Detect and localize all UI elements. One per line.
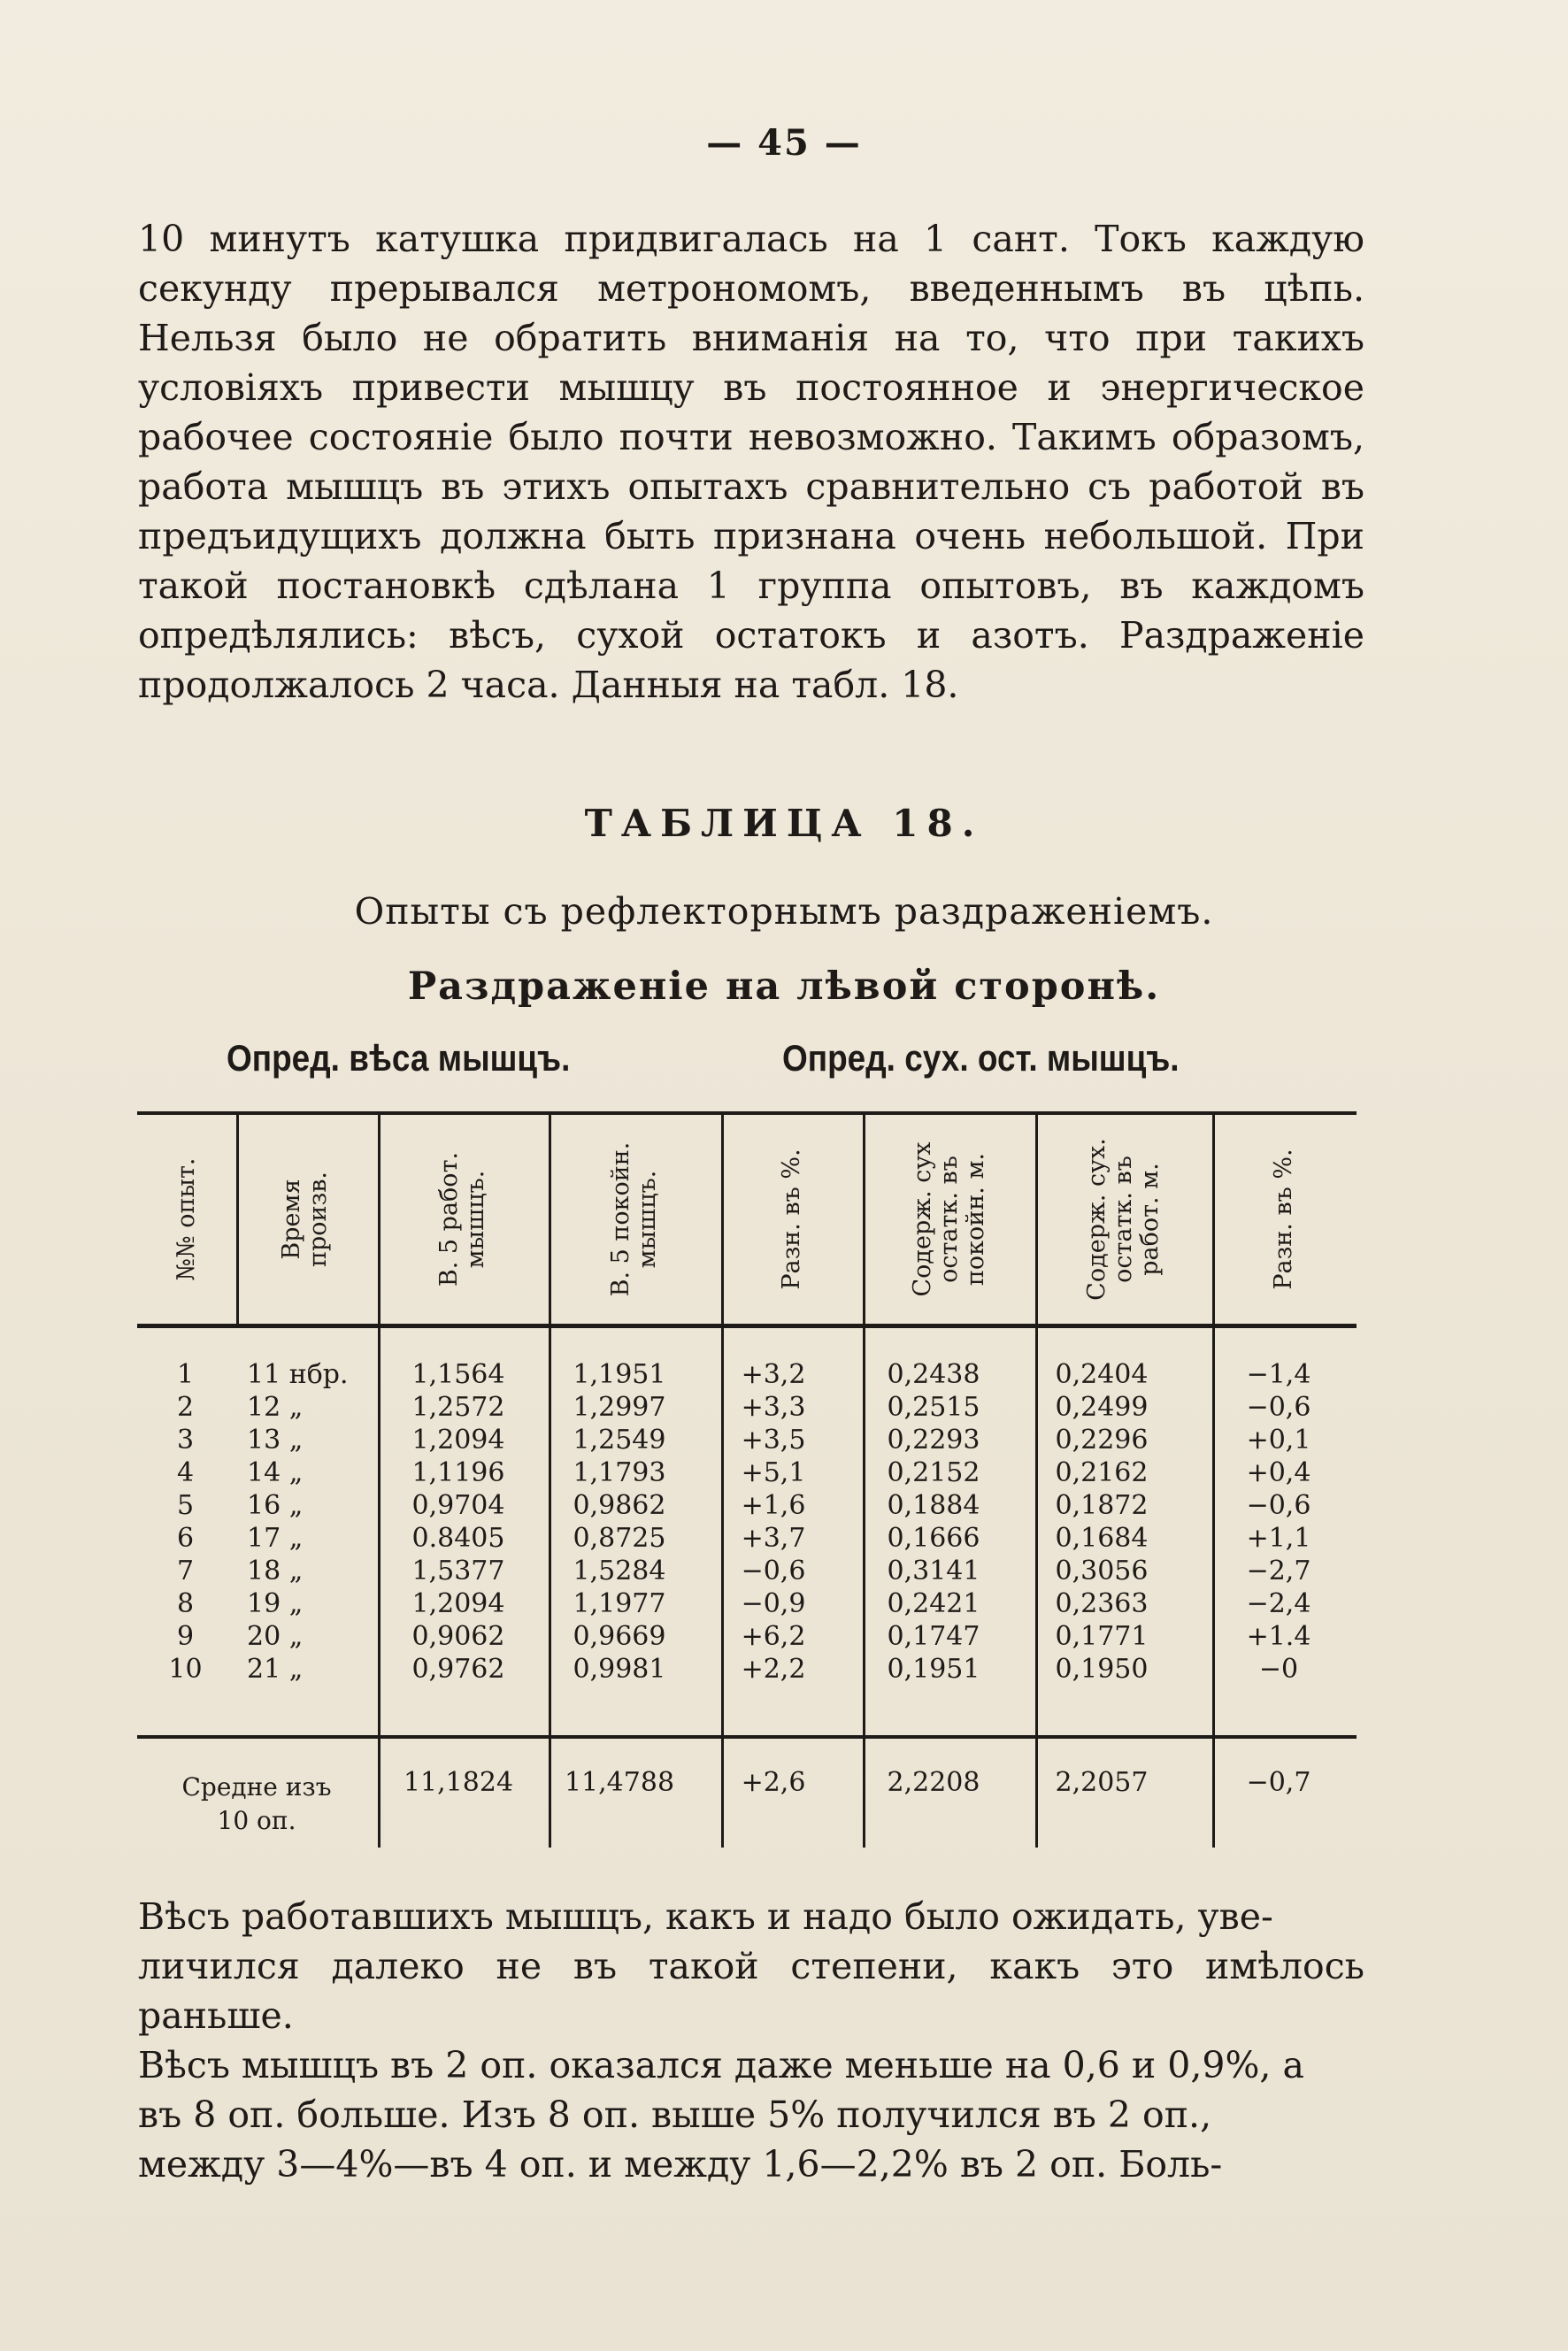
cell-diff2: +0,4	[1246, 1457, 1311, 1488]
cell-dry-resting: 0,2152	[887, 1457, 980, 1488]
column-header-time: Время произв.	[278, 1171, 332, 1268]
cell-dry-working: 0,2363	[1055, 1588, 1149, 1619]
cell-number: 2	[176, 1392, 195, 1423]
table-row	[137, 1523, 1357, 1556]
cell-weight-working: 1,2094	[411, 1425, 505, 1456]
cell-diff: +3,5	[741, 1425, 806, 1456]
cell-weight-working: 0,9762	[411, 1654, 505, 1685]
cell-diff2: −0,6	[1246, 1490, 1311, 1521]
cell-weight-working: 1,5377	[411, 1556, 505, 1587]
table-title: ТАБЛИЦА 18.	[584, 802, 984, 845]
column-header-number: №№ опыт.	[173, 1157, 200, 1281]
table-vrule	[236, 1115, 239, 1324]
cell-diff2: −0,6	[1246, 1392, 1311, 1423]
group-header-dry-residue: Опред. сух. ост. мышцъ.	[782, 1037, 1180, 1079]
cell-diff: +5,1	[741, 1457, 806, 1488]
average-dry-working: 2,2057	[1055, 1767, 1149, 1798]
cell-diff2: +0,1	[1246, 1425, 1311, 1456]
cell-date: 19 „	[247, 1588, 304, 1619]
table-sum-rule	[137, 1735, 1357, 1739]
table-header-rule	[137, 1324, 1357, 1328]
cell-diff2: −1,4	[1246, 1359, 1311, 1390]
cell-number: 1	[176, 1359, 195, 1390]
paragraph-line: личился далеко не въ такой степени, какъ это имѣлось раньше.	[138, 1945, 1364, 2037]
cell-diff: +3,3	[741, 1392, 806, 1423]
cell-dry-resting: 0,1666	[887, 1523, 980, 1554]
cell-weight-working: 1,1564	[411, 1359, 505, 1390]
cell-number: 8	[176, 1588, 195, 1619]
page-number: — 45 —	[706, 122, 862, 164]
cell-diff2: −2,4	[1246, 1588, 1311, 1619]
cell-dry-resting: 0,3141	[887, 1556, 980, 1587]
cell-diff: +1,6	[741, 1490, 806, 1521]
cell-diff: −0,6	[741, 1556, 806, 1587]
table-row	[137, 1588, 1357, 1621]
column-header-diff-percent: Разн. въ %.	[778, 1149, 805, 1290]
paragraph-line: въ 8 оп. больше. Изъ 8 оп. выше 5% получился въ 2 оп.,	[138, 2094, 1212, 2136]
cell-weight-resting: 0,9669	[573, 1621, 666, 1652]
average-label-line1: Средне изъ	[181, 1772, 332, 1802]
cell-date: 13 „	[247, 1425, 304, 1456]
cell-diff: +3,2	[741, 1359, 806, 1390]
table-row	[137, 1556, 1357, 1588]
paragraph-line: между 3—4%—въ 4 оп. и между 1,6—2,2% въ 2 оп. Боль-	[138, 2143, 1223, 2186]
average-weight-working: 11,1824	[403, 1767, 514, 1798]
column-header-diff2-percent: Разн. въ %.	[1270, 1149, 1297, 1290]
cell-number: 7	[176, 1556, 195, 1587]
cell-dry-working: 0,1684	[1055, 1523, 1149, 1554]
cell-weight-working: 0,9704	[411, 1490, 505, 1521]
table-side-caption: Раздраженіе на лѣвой сторонѣ.	[407, 964, 1161, 1009]
cell-dry-working: 0,2404	[1055, 1359, 1149, 1390]
cell-dry-resting: 0,1747	[887, 1621, 980, 1652]
cell-dry-working: 0,2499	[1055, 1392, 1149, 1423]
average-diff2: −0,7	[1246, 1767, 1311, 1798]
column-header-dry-resting: Содерж. сух остатк. въ покойн. м.	[909, 1141, 989, 1297]
cell-diff: +2,2	[741, 1654, 806, 1685]
group-header-weight: Опред. вѣса мышцъ.	[227, 1037, 571, 1079]
cell-weight-resting: 1,1793	[573, 1457, 666, 1488]
cell-dry-resting: 0,2293	[887, 1425, 980, 1456]
paragraph-top: 10 минутъ катушка придвигалась на 1 сант. Токъ каждую секунду прерывался метрономомъ, введеннымъ въ цѣпь. Нельзя было не обратить вниманія на то, что при такихъ условіяхъ привести мышцу въ постоянное и энергическое рабочее состояніе было почти невозможно. Такимъ образомъ, работа мышцъ въ этихъ опытахъ сравнительно съ работой въ предъидущихъ должна быть признана очень небольшой. При такой постановкѣ сдѣлана 1 группа опытовъ, въ каждомъ опредѣлялись: вѣсъ, сухой остатокъ и азотъ. Раздраженіе продолжалось 2 часа. Данныя на табл. 18.	[138, 218, 1364, 706]
cell-dry-working: 0,3056	[1055, 1556, 1149, 1587]
cell-weight-working: 0,9062	[411, 1621, 505, 1652]
cell-weight-resting: 0,9862	[573, 1490, 666, 1521]
table-top-rule	[137, 1111, 1357, 1115]
cell-date: 11 нбр.	[247, 1359, 349, 1390]
cell-diff2: +1,1	[1246, 1523, 1311, 1554]
column-header-weight-resting: В. 5 покойн. мышцъ.	[607, 1141, 661, 1297]
cell-weight-resting: 0,9981	[573, 1654, 666, 1685]
cell-date: 16 „	[247, 1490, 304, 1521]
cell-date: 17 „	[247, 1523, 304, 1554]
cell-dry-working: 0,1950	[1055, 1654, 1149, 1685]
cell-dry-working: 0,2162	[1055, 1457, 1149, 1488]
cell-dry-resting: 0,2438	[887, 1359, 980, 1390]
cell-diff2: −0	[1258, 1654, 1299, 1685]
cell-diff: +6,2	[741, 1621, 806, 1652]
cell-weight-resting: 1,2997	[573, 1392, 666, 1423]
table-row	[137, 1654, 1357, 1686]
cell-diff2: −2,7	[1246, 1556, 1311, 1587]
cell-number: 10	[168, 1654, 203, 1685]
cell-weight-resting: 0,8725	[573, 1523, 666, 1554]
paragraph-line: Вѣсъ работавшихъ мышцъ, какъ и надо было ожидать, уве-	[138, 1895, 1273, 1938]
cell-weight-working: 0.8405	[411, 1523, 505, 1554]
cell-dry-resting: 0,2515	[887, 1392, 980, 1423]
cell-weight-working: 1,1196	[411, 1457, 505, 1488]
table-row	[137, 1359, 1357, 1392]
table-row	[137, 1490, 1357, 1523]
data-table	[137, 1111, 1357, 1848]
table-row	[137, 1457, 1357, 1490]
cell-diff2: +1.4	[1246, 1621, 1311, 1652]
cell-date: 21 „	[247, 1654, 304, 1685]
average-diff: +2,6	[741, 1767, 806, 1798]
cell-diff: −0,9	[741, 1588, 806, 1619]
cell-number: 4	[176, 1457, 195, 1488]
cell-weight-resting: 1,1977	[573, 1588, 666, 1619]
cell-dry-working: 0,1771	[1055, 1621, 1149, 1652]
cell-weight-resting: 1,5284	[573, 1556, 666, 1587]
average-label	[137, 1771, 376, 1838]
cell-diff: +3,7	[741, 1523, 806, 1554]
cell-date: 12 „	[247, 1392, 304, 1423]
average-label-line2: 10 оп.	[217, 1806, 296, 1835]
cell-date: 20 „	[247, 1621, 304, 1652]
table-row	[137, 1392, 1357, 1425]
paragraph-bottom	[138, 1892, 1364, 2189]
average-weight-resting: 11,4788	[564, 1767, 675, 1798]
table-row	[137, 1425, 1357, 1457]
cell-dry-resting: 0,2421	[887, 1588, 980, 1619]
cell-weight-resting: 1,1951	[573, 1359, 666, 1390]
cell-dry-resting: 0,1951	[887, 1654, 980, 1685]
cell-weight-working: 1,2094	[411, 1588, 505, 1619]
cell-number: 3	[176, 1425, 195, 1456]
table-row	[137, 1621, 1357, 1654]
cell-dry-working: 0,2296	[1055, 1425, 1149, 1456]
cell-weight-resting: 1,2549	[573, 1425, 666, 1456]
column-header-weight-working: В. 5 работ. мышцъ.	[435, 1151, 489, 1287]
table-subtitle: Опыты съ рефлекторнымъ раздраженіемъ.	[354, 890, 1214, 933]
cell-date: 18 „	[247, 1556, 304, 1587]
cell-weight-working: 1,2572	[411, 1392, 505, 1423]
cell-number: 9	[176, 1621, 195, 1652]
cell-date: 14 „	[247, 1457, 304, 1488]
paragraph-line: Вѣсъ мышцъ въ 2 оп. оказался даже меньше на 0,6 и 0,9%, а	[138, 2044, 1304, 2086]
cell-number: 5	[176, 1490, 195, 1521]
average-dry-resting: 2,2208	[887, 1767, 980, 1798]
cell-dry-resting: 0,1884	[887, 1490, 980, 1521]
column-header-dry-working: Содерж. сух. остатк. въ работ. м.	[1083, 1138, 1164, 1301]
cell-number: 6	[176, 1523, 195, 1554]
cell-dry-working: 0,1872	[1055, 1490, 1149, 1521]
